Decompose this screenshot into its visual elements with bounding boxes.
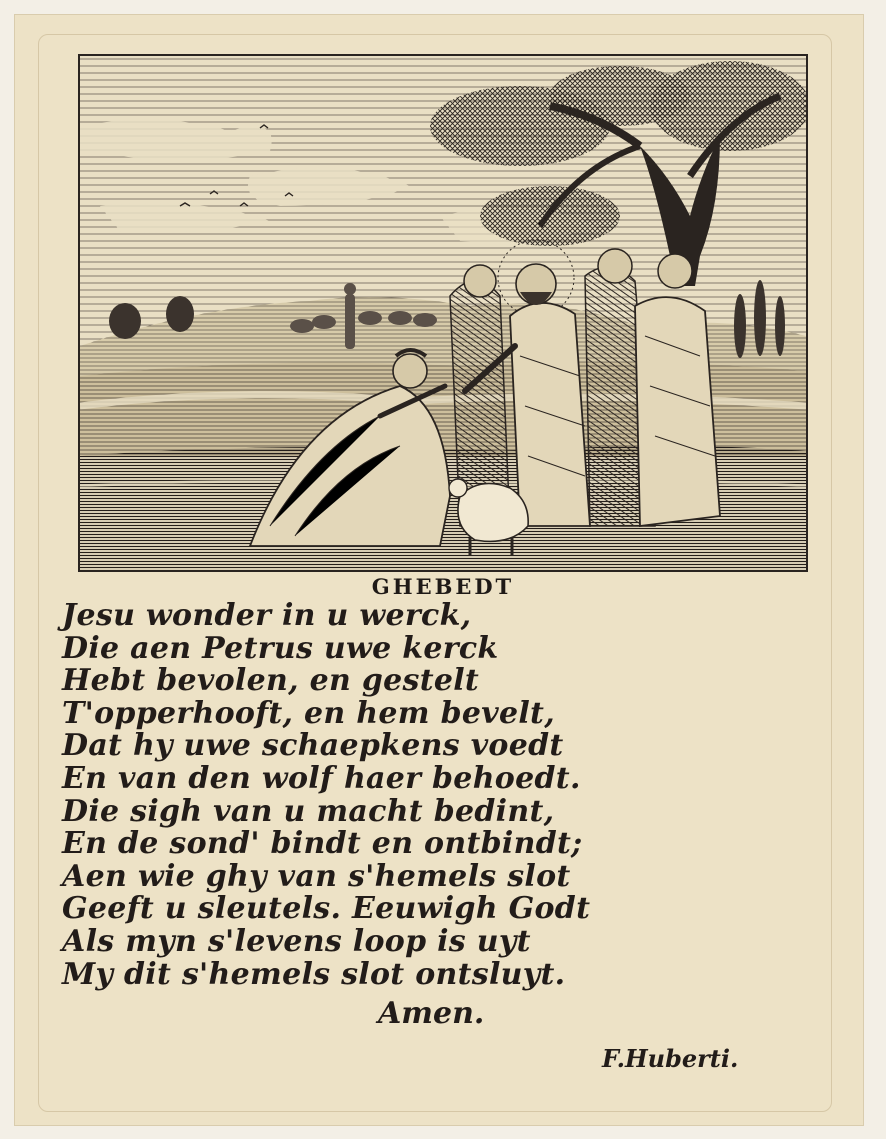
poem-line: My dit s'hemels slot ontsluyt. xyxy=(62,956,566,992)
prayer-poem xyxy=(62,600,802,991)
poem-line: En van den wolf haer behoedt. xyxy=(62,760,581,796)
poem-line: En de sond' bindt en ontbindt; xyxy=(62,826,583,862)
closing-amen: Amen. xyxy=(378,996,485,1031)
poem-line: Die aen Petrus uwe kerck xyxy=(62,630,499,666)
poem-line: Aen wie ghy van s'hemels slot xyxy=(62,858,571,894)
poem-line: Hebt bevolen, en gestelt xyxy=(62,663,480,699)
poem-line: Dat hy uwe schaepkens voedt xyxy=(62,728,564,764)
engraving-illustration xyxy=(78,54,808,572)
prayer-title: GHEBEDT xyxy=(371,574,515,599)
engraving-svg xyxy=(80,56,806,570)
poem-line: Die sigh van u macht bedint, xyxy=(62,793,555,829)
poem-line: Jesu wonder in u werck, xyxy=(62,598,472,633)
poem-line: T'opperhooft, en hem bevelt, xyxy=(62,695,555,731)
poem-line: Als myn s'levens loop is uyt xyxy=(62,923,531,959)
engraver-signature: F.Huberti. xyxy=(602,1044,739,1073)
poem-line: Geeft u sleutels. Eeuwigh Godt xyxy=(62,891,591,927)
